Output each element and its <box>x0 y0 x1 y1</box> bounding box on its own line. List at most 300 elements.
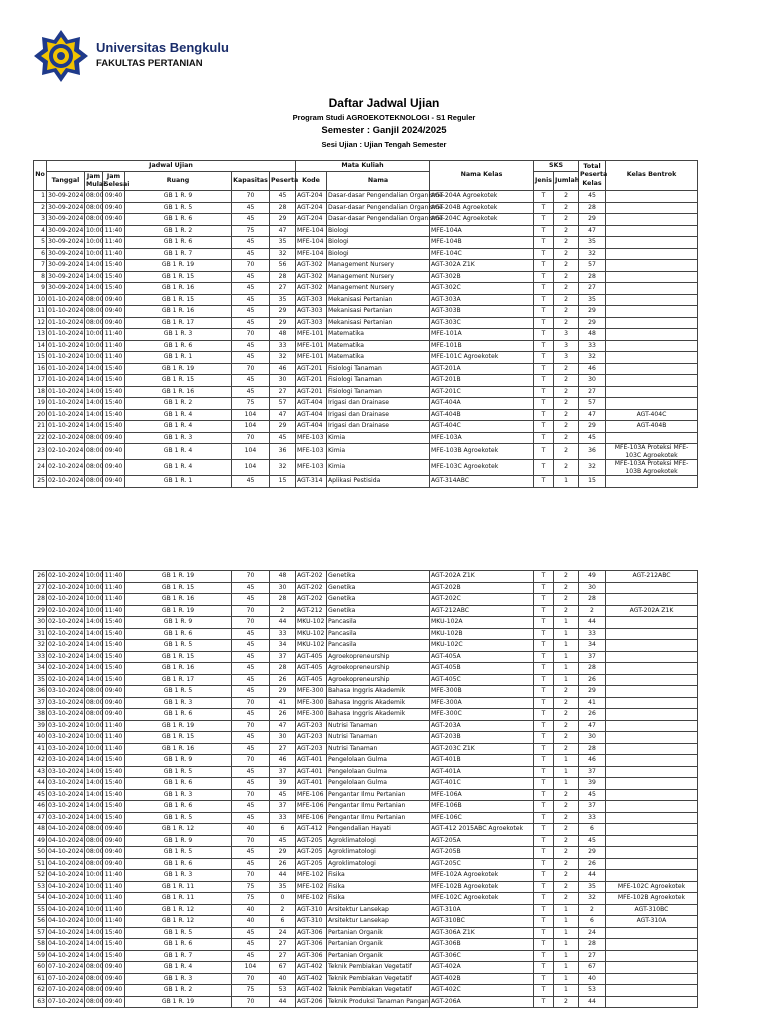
table-cell: GB 1 R. 12 <box>125 916 232 928</box>
table-cell: 39 <box>579 778 606 790</box>
table-row <box>34 766 698 778</box>
col-peserta: Peserta <box>270 172 296 191</box>
table-cell: 47 <box>34 812 47 824</box>
table-cell: 39 <box>270 778 296 790</box>
table-cell: 2 <box>554 460 579 476</box>
table-cell: 26 <box>579 858 606 870</box>
table-cell: AGT-401A <box>430 766 534 778</box>
table-cell: 29 <box>579 421 606 433</box>
table-cell: GB 1 R. 2 <box>125 225 232 237</box>
table-cell <box>606 317 698 329</box>
table-cell: 30-09-2024 <box>47 237 85 249</box>
table-cell: 1 <box>554 985 579 997</box>
table-cell: T <box>534 628 554 640</box>
table-cell: AGT-205A <box>430 835 534 847</box>
table-cell: 15:40 <box>103 363 125 375</box>
table-cell: Fisiologi Tanaman <box>327 375 430 387</box>
table-row <box>34 663 698 675</box>
table-cell: 35 <box>579 237 606 249</box>
table-cell: T <box>534 663 554 675</box>
table-cell: 45 <box>232 766 270 778</box>
table-cell: 2 <box>554 720 579 732</box>
table-cell: 35 <box>579 294 606 306</box>
table-cell: AGT-205 <box>296 858 327 870</box>
table-cell: 09:40 <box>103 686 125 698</box>
table-cell: AGT-404C <box>606 409 698 421</box>
col-nama-kelas: Nama Kelas <box>430 161 534 191</box>
table-cell: 36 <box>270 444 296 460</box>
table-cell: 2 <box>554 283 579 295</box>
table-cell: GB 1 R. 4 <box>125 409 232 421</box>
table-cell: Agroklimatologi <box>327 847 430 859</box>
table-cell <box>606 271 698 283</box>
table-cell: 02-10-2024 <box>47 594 85 606</box>
table-cell: Pancasila <box>327 628 430 640</box>
table-cell: 30-09-2024 <box>47 225 85 237</box>
table-cell: 11:40 <box>103 340 125 352</box>
table-cell: T <box>534 939 554 951</box>
table-cell: Arsitektur Lansekap <box>327 916 430 928</box>
table-cell: MFE-101 <box>296 329 327 341</box>
table-row <box>34 893 698 905</box>
table-cell: 45 <box>270 835 296 847</box>
table-cell: 42 <box>34 755 47 767</box>
table-cell: 01-10-2024 <box>47 398 85 410</box>
table-cell: AGT-306 <box>296 950 327 962</box>
table-cell <box>606 870 698 882</box>
table-cell: 2 <box>554 812 579 824</box>
table-cell: 30-09-2024 <box>47 214 85 226</box>
table-cell: 11:40 <box>103 329 125 341</box>
table-cell: 27 <box>579 283 606 295</box>
table-cell: Irigasi dan Drainase <box>327 398 430 410</box>
table-cell <box>606 329 698 341</box>
table-cell: T <box>534 732 554 744</box>
table-cell: 15:40 <box>103 421 125 433</box>
table-cell: 1 <box>554 950 579 962</box>
table-cell: Mekanisasi Pertanian <box>327 294 430 306</box>
table-cell: 50 <box>34 847 47 859</box>
table-cell: T <box>534 996 554 1008</box>
table-cell: 7 <box>34 260 47 272</box>
table-cell: AGT-302 <box>296 260 327 272</box>
table-cell: 38 <box>34 709 47 721</box>
table-cell: 2 <box>554 870 579 882</box>
table-cell: Teknik Produksi Tanaman Pangan <box>327 996 430 1008</box>
table-cell: AGT-203B <box>430 732 534 744</box>
table-cell: MFE-300 <box>296 686 327 698</box>
table-cell: 03-10-2024 <box>47 789 85 801</box>
table-cell: MFE-103A Proteksi MFE-103C Agroekotek <box>606 444 698 460</box>
table-cell: 14:00 <box>85 628 103 640</box>
table-cell: AGT-306 <box>296 939 327 951</box>
table-row <box>34 789 698 801</box>
table-cell: T <box>534 835 554 847</box>
table-cell: 2 <box>554 237 579 249</box>
table-cell: 2 <box>554 858 579 870</box>
table-row <box>34 996 698 1008</box>
table-cell: AGT-201 <box>296 363 327 375</box>
table-cell: 3 <box>554 340 579 352</box>
table-cell: MFE-104C <box>430 248 534 260</box>
table-cell: GB 1 R. 6 <box>125 801 232 813</box>
table-cell: 2 <box>554 893 579 905</box>
table-cell <box>606 996 698 1008</box>
table-cell: GB 1 R. 6 <box>125 214 232 226</box>
table-cell: 14:00 <box>85 663 103 675</box>
table-cell <box>606 927 698 939</box>
table-cell: GB 1 R. 4 <box>125 444 232 460</box>
table-cell: T <box>534 271 554 283</box>
table-cell: 01-10-2024 <box>47 386 85 398</box>
table-cell <box>606 386 698 398</box>
table-cell: AGT-302A Z1K <box>430 260 534 272</box>
table-cell: T <box>534 432 554 444</box>
table-cell: MKU-102B <box>430 628 534 640</box>
table-cell: 14:00 <box>85 927 103 939</box>
table-cell: AGT-405A <box>430 651 534 663</box>
table-cell: T <box>534 743 554 755</box>
table-cell: 57 <box>270 398 296 410</box>
table-cell: Biologi <box>327 248 430 260</box>
table-cell: Matematika <box>327 340 430 352</box>
table-cell: GB 1 R. 5 <box>125 812 232 824</box>
table-cell: 28 <box>579 594 606 606</box>
table-cell: 09:40 <box>103 306 125 318</box>
table-cell: Pengantar Ilmu Pertanian <box>327 812 430 824</box>
table-cell: 1 <box>554 755 579 767</box>
table-cell: T <box>534 893 554 905</box>
table-cell: 45 <box>232 237 270 249</box>
table-cell <box>606 294 698 306</box>
table-cell: T <box>534 617 554 629</box>
table-cell: GB 1 R. 16 <box>125 594 232 606</box>
table-cell: GB 1 R. 3 <box>125 789 232 801</box>
table-cell: 35 <box>270 237 296 249</box>
table-cell: Pertanian Organik <box>327 950 430 962</box>
schedule-rows-page-2 <box>34 571 698 1008</box>
table-cell: GB 1 R. 4 <box>125 421 232 433</box>
table-cell: 28 <box>579 743 606 755</box>
table-cell: MFE-101A <box>430 329 534 341</box>
table-cell: 14:00 <box>85 939 103 951</box>
table-row <box>34 755 698 767</box>
schedule-rows-page-1 <box>34 191 698 488</box>
table-cell: 29 <box>579 306 606 318</box>
table-cell: MFE-102A Agroekotek <box>430 870 534 882</box>
table-cell: AGT-310 <box>296 904 327 916</box>
table-row <box>34 927 698 939</box>
table-cell: 2 <box>34 202 47 214</box>
table-cell: 8 <box>34 271 47 283</box>
table-cell: 10:00 <box>85 720 103 732</box>
university-logo-icon <box>33 28 89 84</box>
table-row <box>34 824 698 836</box>
table-cell: 45 <box>232 476 270 488</box>
table-cell: AGT-310A <box>606 916 698 928</box>
table-cell <box>606 594 698 606</box>
table-cell: MFE-106 <box>296 801 327 813</box>
table-cell: 70 <box>232 617 270 629</box>
table-cell: 02-10-2024 <box>47 674 85 686</box>
table-cell: T <box>534 674 554 686</box>
table-cell: AGT-405 <box>296 674 327 686</box>
table-cell: 15:40 <box>103 674 125 686</box>
table-cell: 32 <box>579 248 606 260</box>
table-cell: Pengendalian Hayati <box>327 824 430 836</box>
document-title: Daftar Jadwal Ujian <box>328 96 440 110</box>
table-cell: 15:40 <box>103 375 125 387</box>
table-cell: 14:00 <box>85 950 103 962</box>
table-cell: GB 1 R. 15 <box>125 375 232 387</box>
table-cell: MKU-102 <box>296 640 327 652</box>
table-cell: AGT-303B <box>430 306 534 318</box>
table-cell: Agroekopreneurship <box>327 663 430 675</box>
table-cell: 08:00 <box>85 697 103 709</box>
table-cell: 29 <box>34 605 47 617</box>
table-cell: 04-10-2024 <box>47 881 85 893</box>
table-row <box>34 386 698 398</box>
table-row <box>34 870 698 882</box>
table-cell: 11:40 <box>103 904 125 916</box>
table-cell: 10:00 <box>85 582 103 594</box>
table-cell: AGT-206A <box>430 996 534 1008</box>
table-cell: Dasar-dasar Pengendalian Organisme <box>327 202 430 214</box>
table-cell: 40 <box>232 916 270 928</box>
table-cell: GB 1 R. 16 <box>125 743 232 755</box>
table-cell: AGT-306B <box>430 939 534 951</box>
table-cell: 32 <box>270 460 296 476</box>
table-cell <box>606 628 698 640</box>
table-cell: 45 <box>232 628 270 640</box>
table-cell: GB 1 R. 5 <box>125 202 232 214</box>
table-cell: AGT-202C <box>430 594 534 606</box>
table-cell: AGT-204 <box>296 191 327 203</box>
table-cell: AGT-303 <box>296 317 327 329</box>
table-cell: MFE-102B Agroekotek <box>430 881 534 893</box>
table-cell: 2 <box>554 260 579 272</box>
table-cell: 35 <box>579 881 606 893</box>
table-cell: 27 <box>270 283 296 295</box>
table-cell: Agroklimatologi <box>327 835 430 847</box>
table-cell: Biologi <box>327 237 430 249</box>
table-cell: Nutrisi Tanaman <box>327 732 430 744</box>
table-cell: 09:40 <box>103 432 125 444</box>
table-cell: 08:00 <box>85 306 103 318</box>
table-cell: GB 1 R. 5 <box>125 640 232 652</box>
table-cell <box>606 950 698 962</box>
table-cell: MFE-103 <box>296 460 327 476</box>
table-cell <box>606 214 698 226</box>
table-cell: AGT-202 <box>296 594 327 606</box>
table-cell: 15:40 <box>103 927 125 939</box>
table-cell: 02-10-2024 <box>47 617 85 629</box>
table-row <box>34 916 698 928</box>
table-cell: 75 <box>232 225 270 237</box>
table-cell: AGT-303A <box>430 294 534 306</box>
table-cell: AGT-402C <box>430 985 534 997</box>
table-cell: 08:00 <box>85 962 103 974</box>
table-cell: 63 <box>34 996 47 1008</box>
table-cell: AGT-404B <box>606 421 698 433</box>
table-cell: 01-10-2024 <box>47 421 85 433</box>
table-cell: GB 1 R. 1 <box>125 476 232 488</box>
table-cell: 45 <box>232 858 270 870</box>
table-cell: T <box>534 985 554 997</box>
table-cell: 31 <box>34 628 47 640</box>
table-cell: AGT-204 <box>296 214 327 226</box>
table-cell: MFE-104B <box>430 237 534 249</box>
table-cell: 26 <box>34 571 47 583</box>
table-cell: 46 <box>270 755 296 767</box>
table-cell: T <box>534 444 554 460</box>
table-cell: 2 <box>554 386 579 398</box>
table-cell: GB 1 R. 15 <box>125 651 232 663</box>
table-cell: T <box>534 709 554 721</box>
table-cell: 2 <box>579 904 606 916</box>
table-cell: 2 <box>554 789 579 801</box>
table-cell: 30 <box>579 582 606 594</box>
session-label: Sesi Ujian : Ujian Tengah Semester <box>321 140 447 149</box>
table-cell: GB 1 R. 16 <box>125 663 232 675</box>
table-cell: 33 <box>579 812 606 824</box>
table-cell: AGT-412 <box>296 824 327 836</box>
table-row <box>34 835 698 847</box>
table-cell: T <box>534 916 554 928</box>
table-cell: 10:00 <box>85 904 103 916</box>
table-cell: AGT-212ABC <box>430 605 534 617</box>
table-cell: GB 1 R. 6 <box>125 778 232 790</box>
table-cell: 2 <box>554 697 579 709</box>
table-cell: 29 <box>579 847 606 859</box>
table-cell: 11:40 <box>103 732 125 744</box>
table-cell: AGT-204 <box>296 202 327 214</box>
table-cell: MKU-102C <box>430 640 534 652</box>
col-jam-selesai: Jam Selesai <box>103 172 125 191</box>
table-cell: T <box>534 847 554 859</box>
table-cell: 29 <box>270 214 296 226</box>
table-cell <box>606 651 698 663</box>
table-cell <box>606 617 698 629</box>
table-cell: 1 <box>554 674 579 686</box>
table-cell: 23 <box>34 444 47 460</box>
table-row <box>34 191 698 203</box>
table-cell: AGT-405C <box>430 674 534 686</box>
table-cell: 60 <box>34 962 47 974</box>
table-cell: 40 <box>232 824 270 836</box>
table-cell: 56 <box>270 260 296 272</box>
table-cell: 44 <box>579 996 606 1008</box>
table-cell: GB 1 R. 6 <box>125 340 232 352</box>
table-cell <box>606 340 698 352</box>
table-cell: 57 <box>579 398 606 410</box>
table-cell: 08:00 <box>85 709 103 721</box>
table-cell: GB 1 R. 3 <box>125 329 232 341</box>
table-row <box>34 743 698 755</box>
table-cell: 2 <box>554 571 579 583</box>
table-cell: 62 <box>34 985 47 997</box>
table-row <box>34 444 698 460</box>
table-cell: 03-10-2024 <box>47 766 85 778</box>
table-cell: GB 1 R. 12 <box>125 904 232 916</box>
table-cell: 32 <box>579 893 606 905</box>
table-cell: 29 <box>579 317 606 329</box>
table-cell: 28 <box>579 202 606 214</box>
table-cell: 34 <box>270 640 296 652</box>
table-cell: 09:40 <box>103 214 125 226</box>
table-cell: 27 <box>579 386 606 398</box>
table-cell: 2 <box>554 996 579 1008</box>
table-cell: 45 <box>579 789 606 801</box>
table-cell: AGT-401 <box>296 778 327 790</box>
table-cell: 15:40 <box>103 755 125 767</box>
table-row <box>34 950 698 962</box>
table-cell: GB 1 R. 6 <box>125 628 232 640</box>
table-cell: 04-10-2024 <box>47 824 85 836</box>
table-cell: 02-10-2024 <box>47 582 85 594</box>
table-cell: 2 <box>554 214 579 226</box>
table-cell: 48 <box>579 329 606 341</box>
table-cell: 41 <box>34 743 47 755</box>
table-cell: GB 1 R. 7 <box>125 950 232 962</box>
table-cell: 39 <box>34 720 47 732</box>
table-cell: GB 1 R. 9 <box>125 617 232 629</box>
table-cell: GB 1 R. 19 <box>125 605 232 617</box>
table-cell: GB 1 R. 17 <box>125 317 232 329</box>
table-cell <box>606 720 698 732</box>
table-cell: T <box>534 352 554 364</box>
table-cell: 02-10-2024 <box>47 651 85 663</box>
table-cell: 45 <box>232 950 270 962</box>
table-cell: Management Nursery <box>327 260 430 272</box>
table-cell: 11:40 <box>103 248 125 260</box>
table-cell: 45 <box>232 340 270 352</box>
table-cell: 2 <box>554 709 579 721</box>
table-cell: 27 <box>270 939 296 951</box>
table-cell: 58 <box>34 939 47 951</box>
table-cell: Nutrisi Tanaman <box>327 743 430 755</box>
table-cell: 47 <box>579 225 606 237</box>
table-cell: 26 <box>270 709 296 721</box>
table-cell: 09:40 <box>103 985 125 997</box>
table-cell: AGT-201C <box>430 386 534 398</box>
table-cell: 15 <box>34 352 47 364</box>
table-cell: 2 <box>554 594 579 606</box>
table-cell: Bahasa Inggris Akademik <box>327 686 430 698</box>
table-cell <box>606 755 698 767</box>
table-cell: 14:00 <box>85 651 103 663</box>
table-cell: MFE-104 <box>296 237 327 249</box>
table-cell: 45 <box>232 248 270 260</box>
table-cell: 46 <box>270 363 296 375</box>
table-cell: 11:40 <box>103 571 125 583</box>
table-row <box>34 881 698 893</box>
table-cell: GB 1 R. 3 <box>125 870 232 882</box>
table-cell <box>606 237 698 249</box>
table-cell: T <box>534 904 554 916</box>
table-cell: 08:00 <box>85 294 103 306</box>
table-cell: 09:40 <box>103 697 125 709</box>
table-cell: GB 1 R. 9 <box>125 191 232 203</box>
table-cell: 44 <box>579 617 606 629</box>
table-cell: T <box>534 594 554 606</box>
table-cell: 09:40 <box>103 191 125 203</box>
table-cell: 6 <box>579 916 606 928</box>
table-cell: 03-10-2024 <box>47 709 85 721</box>
table-cell: AGT-212 <box>296 605 327 617</box>
table-cell: 03-10-2024 <box>47 812 85 824</box>
table-cell: MFE-300B <box>430 686 534 698</box>
